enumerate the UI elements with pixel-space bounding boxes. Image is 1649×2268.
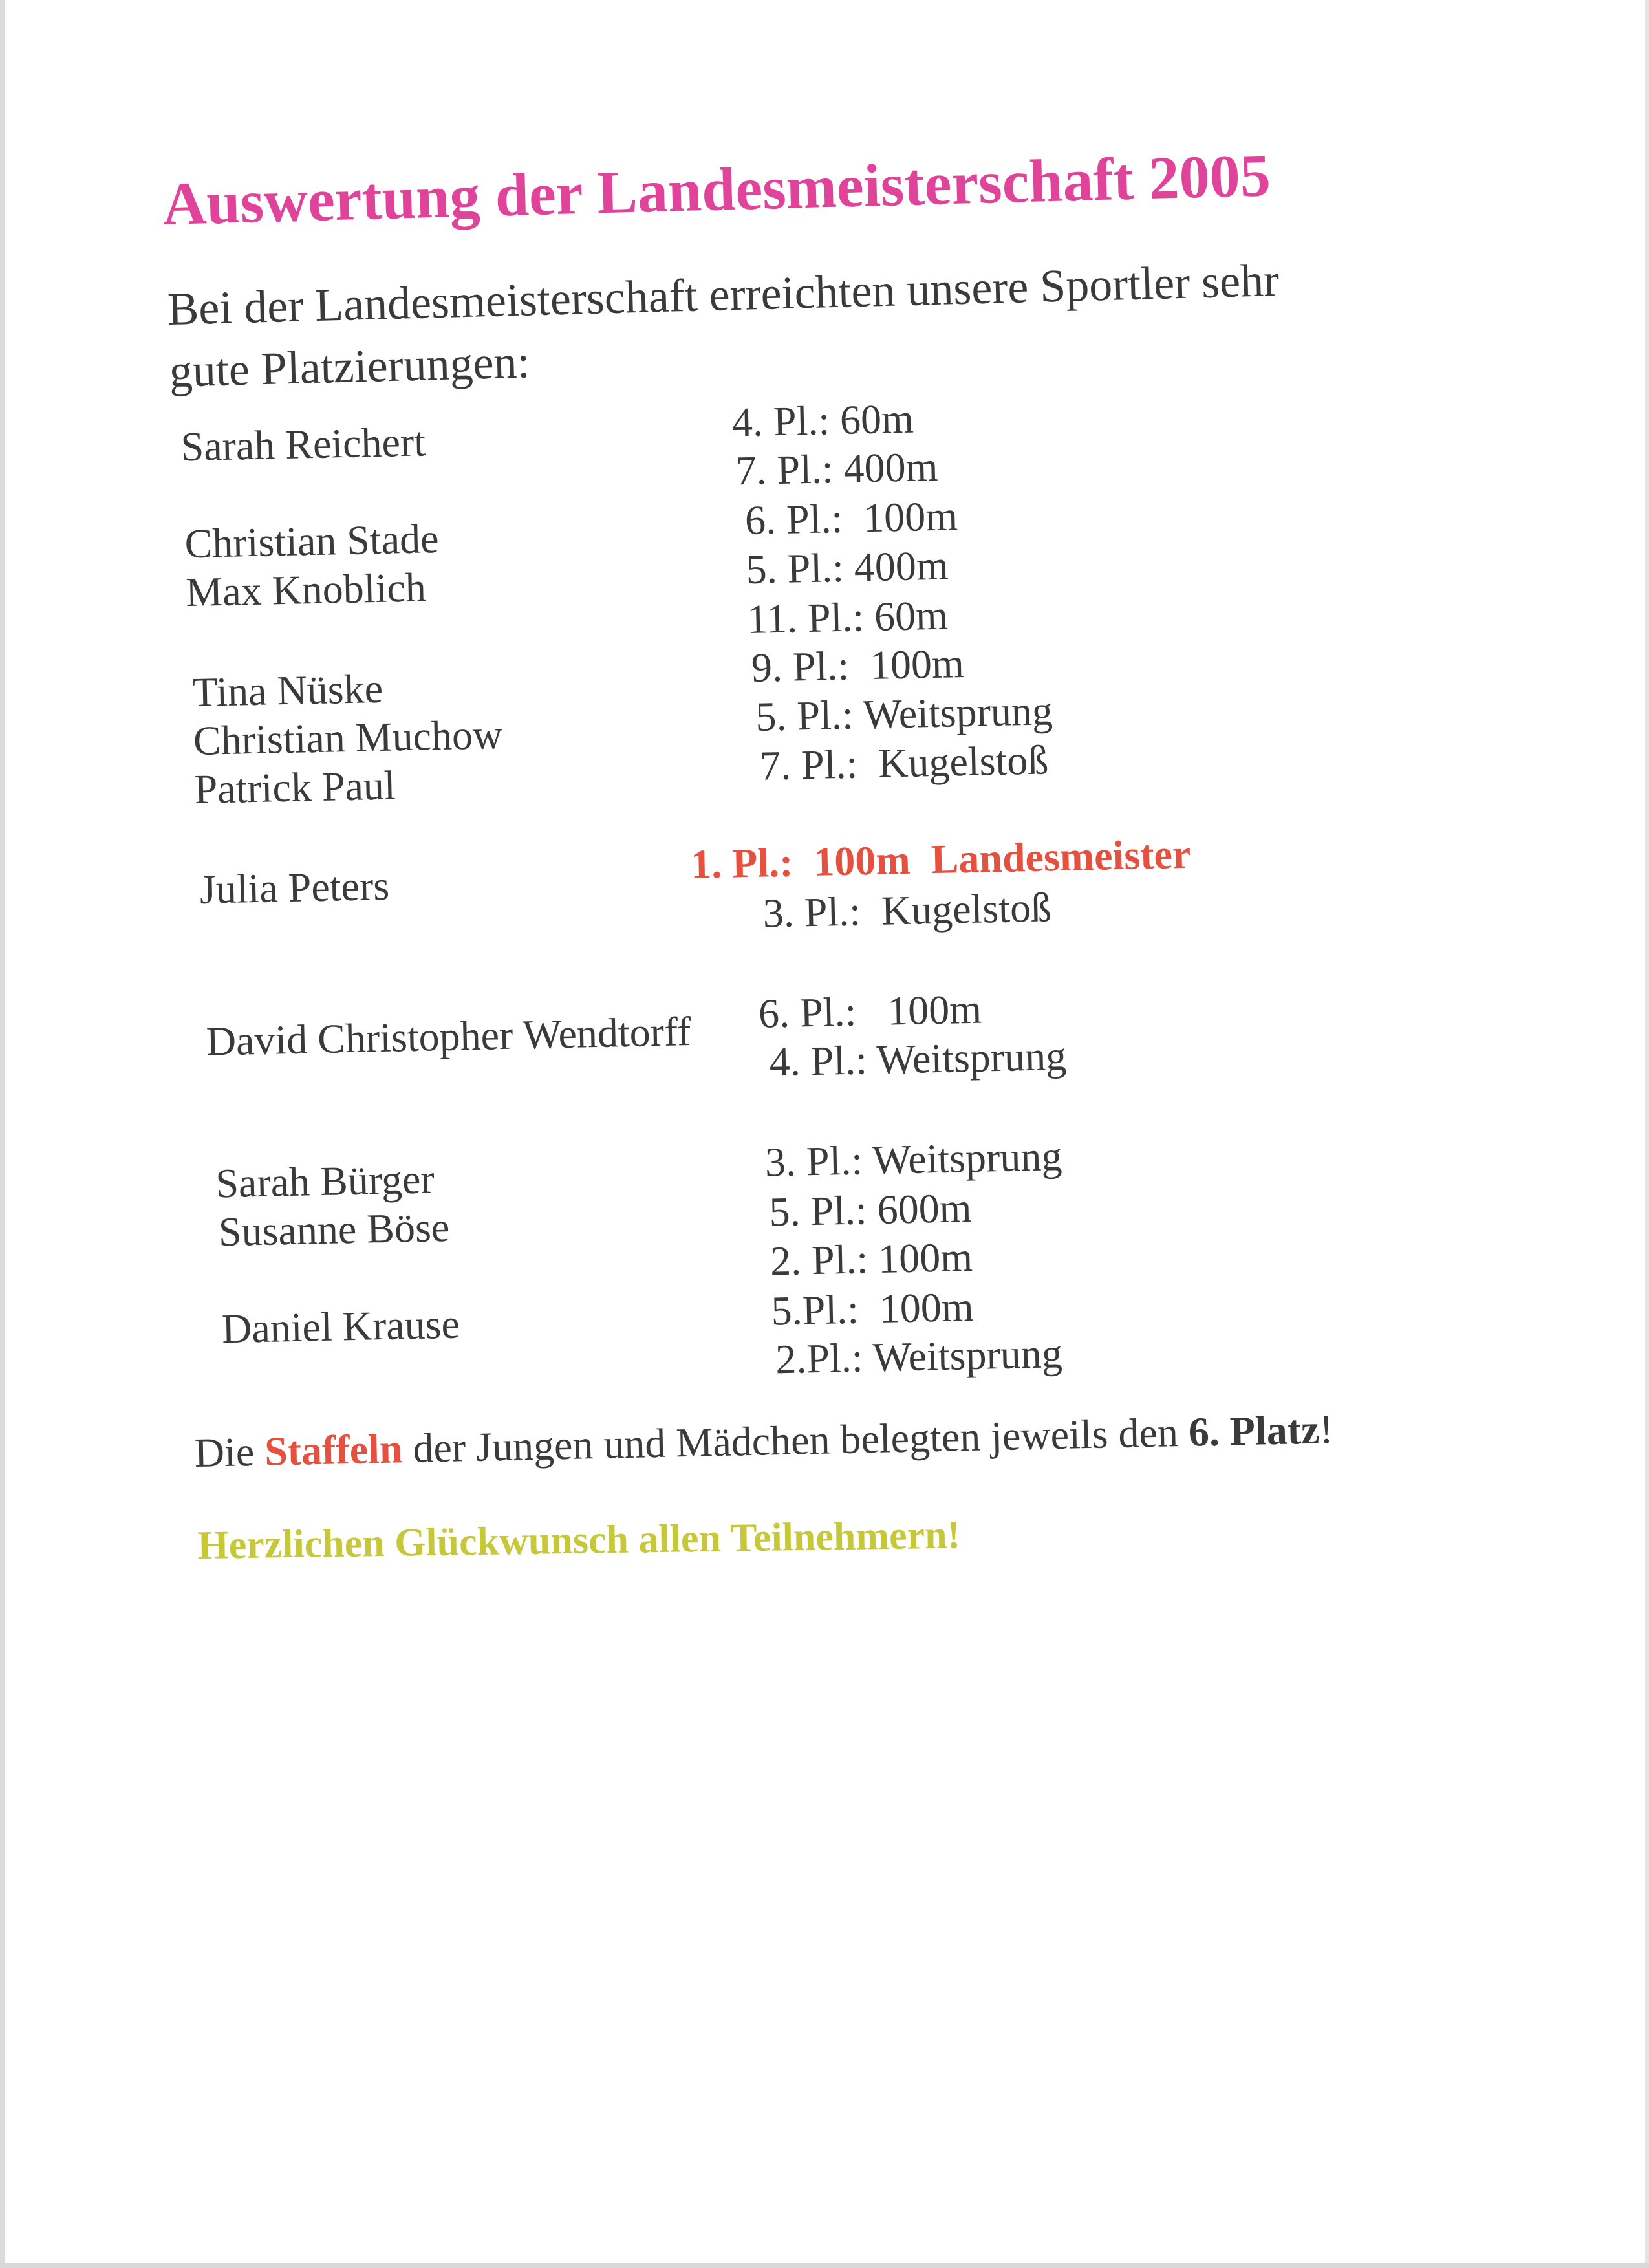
placement-champion: 1. Pl.: 100m Landesmeister — [690, 830, 1192, 887]
relay-text: ! — [1319, 1406, 1334, 1453]
athlete-name: Christian Muchow — [193, 711, 503, 764]
placement: 5. Pl.: 400m — [745, 542, 949, 593]
relay-place: 6. Platz — [1188, 1406, 1320, 1455]
athlete-name: Daniel Krause — [221, 1301, 460, 1352]
placement: 9. Pl.: 100m — [751, 640, 965, 691]
athlete-name: Sarah Bürger — [215, 1156, 435, 1207]
placement: 5. Pl.: 600m — [768, 1184, 973, 1235]
placement: 6. Pl.: 100m — [758, 986, 982, 1037]
athlete-name: Julia Peters — [199, 862, 390, 913]
placement: 5.Pl.: 100m — [770, 1283, 975, 1334]
placement: 2. Pl.: 100m — [770, 1233, 973, 1284]
relay-highlight: Staffeln — [264, 1425, 404, 1474]
placement: 7. Pl.: 400m — [735, 443, 939, 494]
athlete-name: Christian Stade — [184, 515, 440, 567]
page-title: Auswertung der Landesmeisterschaft 2005 — [162, 142, 1271, 238]
placement: 3. Pl.: Kugelstoß — [762, 884, 1052, 936]
athlete-name: Tina Nüske — [191, 665, 383, 715]
placement: 4. Pl.: 60m — [731, 395, 914, 446]
relay-text: der Jungen und Mädchen belegten jeweils den — [402, 1409, 1189, 1472]
placement: 6. Pl.: 100m — [744, 493, 958, 544]
placement: 4. Pl.: Weitsprung — [768, 1032, 1067, 1085]
intro-text: Bei der Landesmeisterschaft erreichten unsere Sportler sehr gute Platzierungen: — [167, 254, 1280, 397]
athlete-name: Sarah Reichert — [180, 418, 426, 470]
athlete-name: Susanne Böse — [218, 1204, 450, 1255]
placement: 3. Pl.: Weitsprung — [764, 1133, 1063, 1185]
athlete-name: David Christopher Wendtorff — [206, 1008, 692, 1064]
congratulation: Herzlichen Glückwunsch allen Teilnehmern! — [197, 1513, 961, 1568]
relay-text: Die — [194, 1428, 265, 1476]
placement: 5. Pl.: Weitsprung — [755, 687, 1053, 740]
placement: 7. Pl.: Kugelstoß — [759, 737, 1049, 789]
scan-edge-left — [0, 0, 5, 2268]
athlete-name: Patrick Paul — [193, 762, 396, 812]
placement: 2.Pl.: Weitsprung — [775, 1330, 1063, 1383]
scan-edge-bottom — [0, 2263, 1649, 2268]
placement: 11. Pl.: 60m — [746, 592, 949, 643]
athlete-name: Max Knoblich — [185, 564, 427, 616]
